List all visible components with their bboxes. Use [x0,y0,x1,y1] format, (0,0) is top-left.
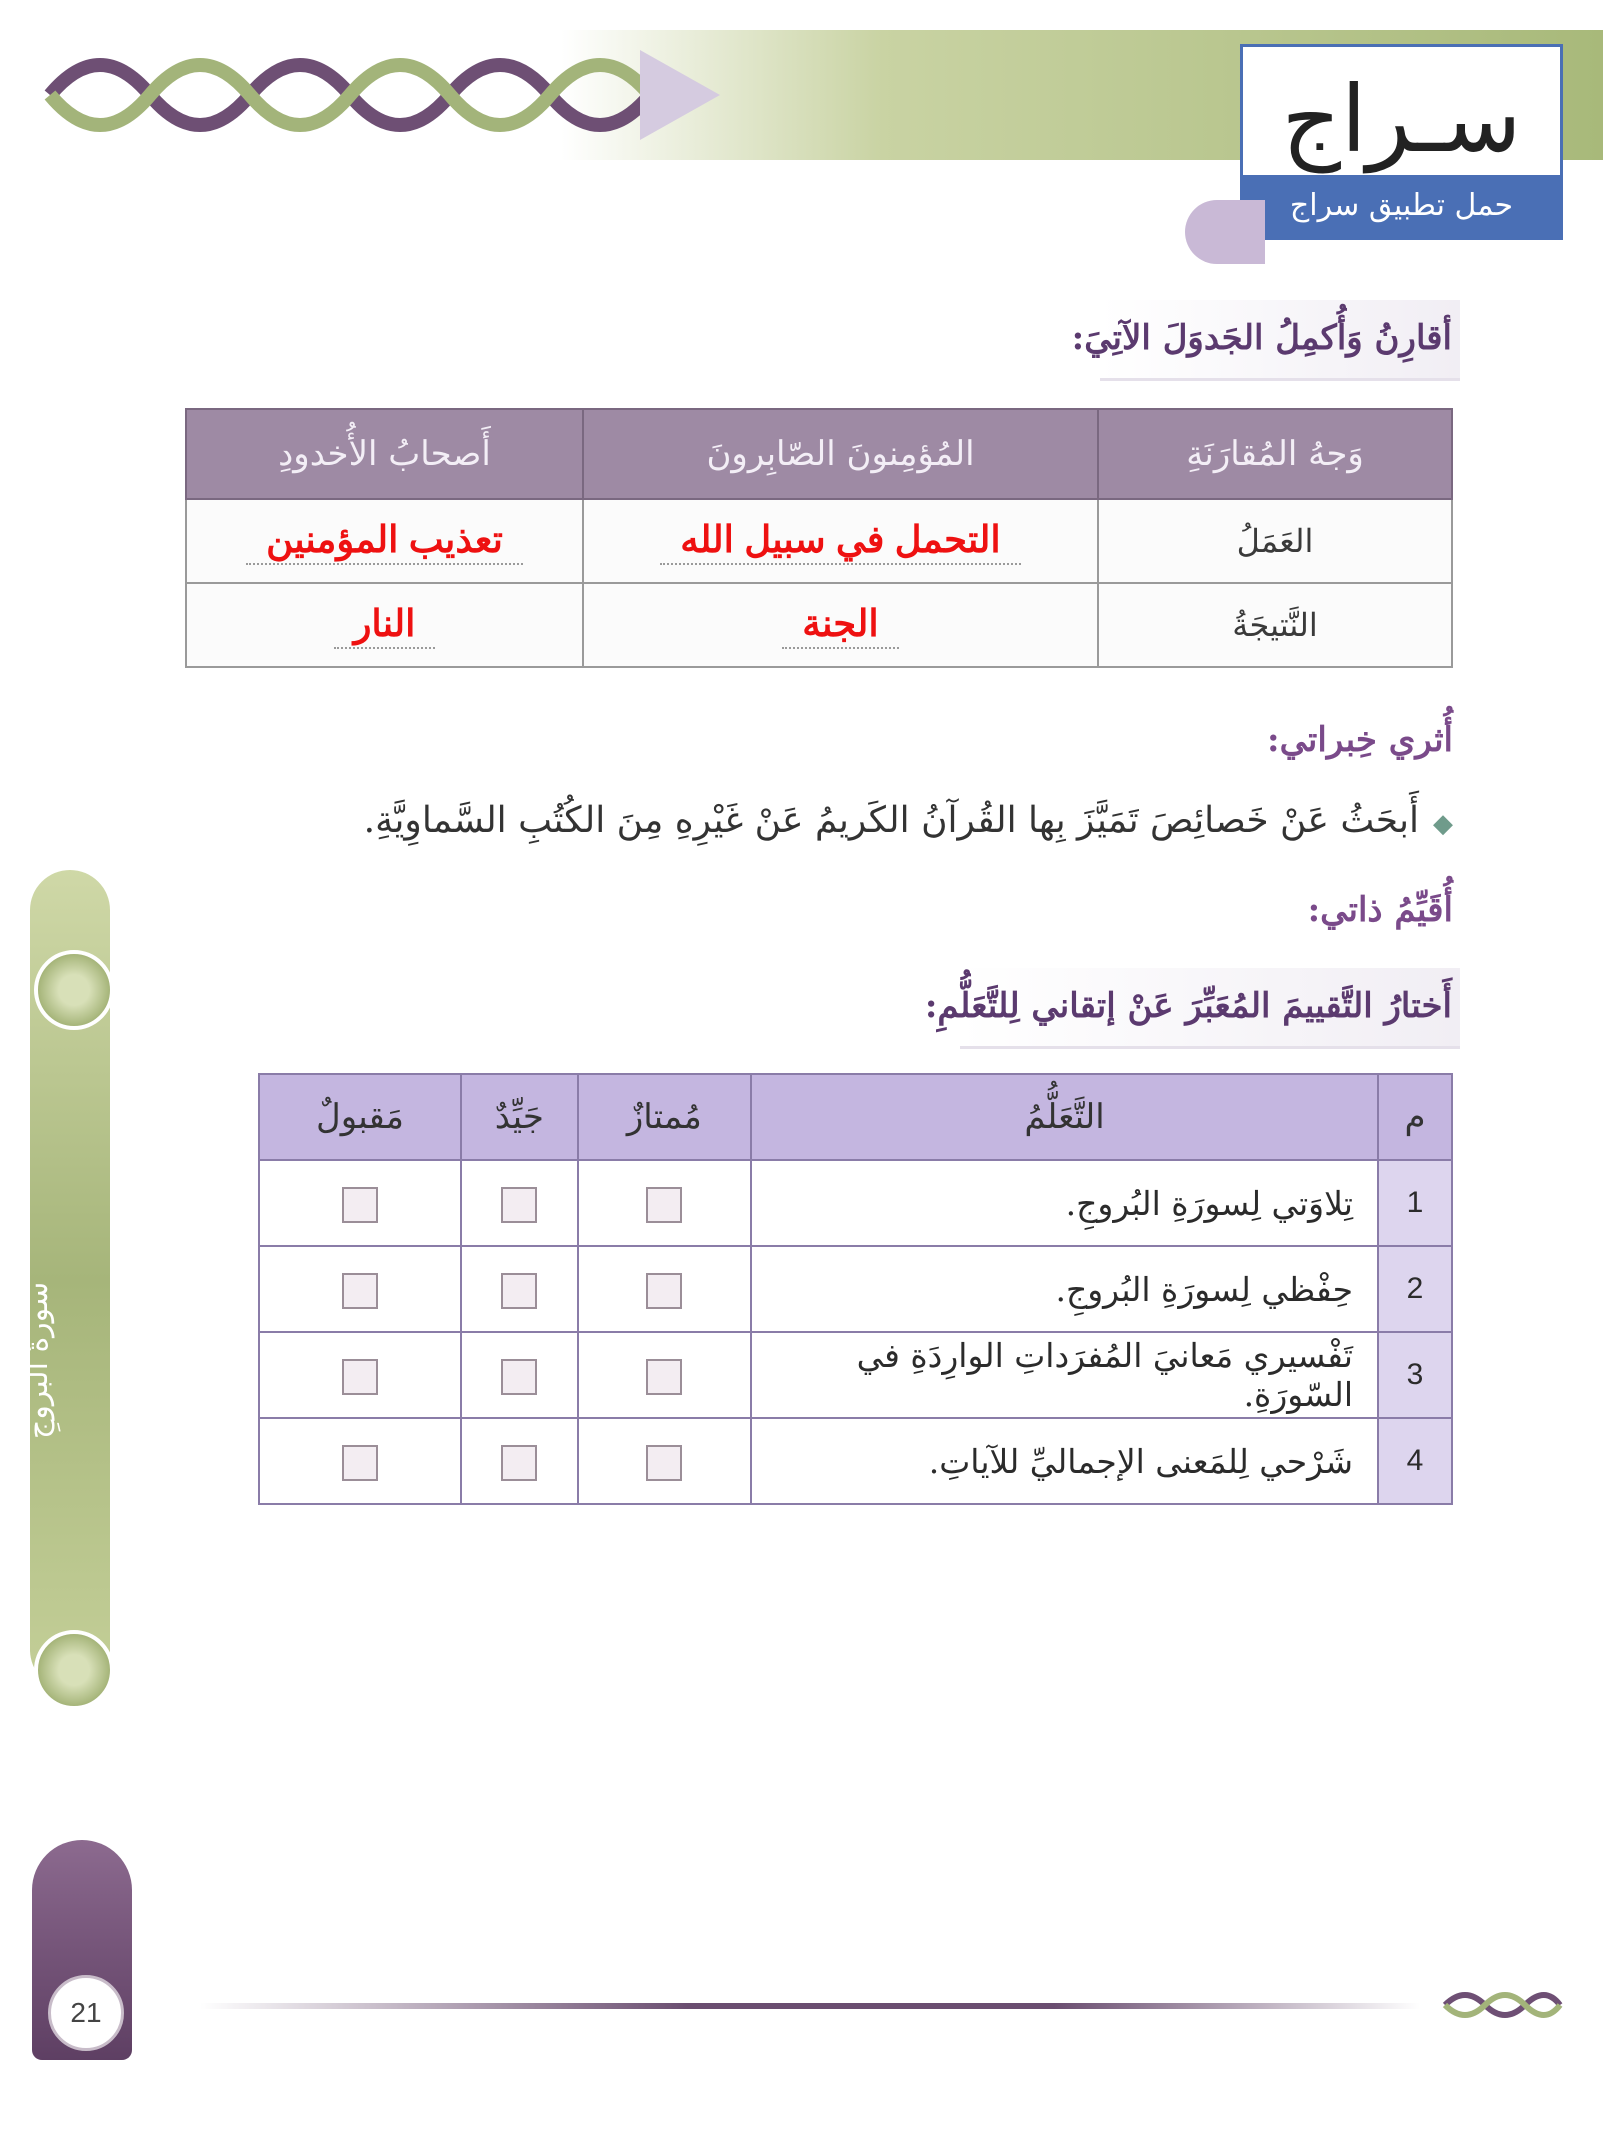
rating-header-row [259,1074,1452,1160]
row-learning-text: تَفْسيري مَعانيَ المُفرَداتِ الوارِدَةِ في السّورَةِ. [751,1332,1378,1418]
ornament-medallion-icon [34,950,114,1030]
header-excellent: مُمتازٌ [578,1074,751,1160]
answer-cell[interactable] [583,499,1098,583]
table-row [259,1246,1452,1332]
row-learning-text: حِفْظي لِسورَةِ البُروجِ. [751,1246,1378,1332]
compare-heading: أقارِنُ وَأُكمِلُ الجَدوَلَ الآتِيَ: [1071,318,1452,358]
excellent-checkbox[interactable] [646,1445,682,1481]
answer-cell[interactable] [186,499,583,583]
section-tag-badge [1185,200,1265,264]
row-number: 2 [1378,1246,1452,1332]
row-number: 1 [1378,1160,1452,1246]
rating-table [258,1073,1453,1505]
rating-heading-box [924,968,1460,1049]
answer-cell[interactable] [186,583,583,667]
answer-cell[interactable] [583,583,1098,667]
excellent-checkbox[interactable] [646,1359,682,1395]
rating-heading: أَختارُ التَّقييمَ المُعَبِّرَ عَنْ إتقاني لِلتَّعَلُّمِ: [924,986,1452,1026]
acceptable-checkbox[interactable] [342,1273,378,1309]
excellent-checkbox[interactable] [646,1187,682,1223]
row-learning-text: تِلاوَتي لِسورَةِ البُروجِ. [751,1160,1378,1246]
comparison-row [186,499,1452,583]
good-checkbox[interactable] [501,1359,537,1395]
header-good: جَيِّدٌ [461,1074,578,1160]
good-checkbox[interactable] [501,1187,537,1223]
comparison-row [186,583,1452,667]
chain-ornament-icon [40,30,720,160]
answer-trench-action: تعذيب المؤمنين [246,517,523,565]
diamond-bullet-icon: ◆ [1433,809,1453,839]
answer-believers-action: التحمل في سبيل الله [660,517,1020,565]
row-number: 4 [1378,1418,1452,1504]
table-row [259,1332,1452,1418]
header-trench-people: أَصحابُ الأُخدودِ [186,409,583,499]
experience-item-text: أَبحَثُ عَنْ خَصائِصَ تَمَيَّزَ بِها القُرآنُ الكَريمُ عَنْ غَيْرِهِ مِنَ الكُتُبِ السَّماوِيَّةِ. [363,800,1419,841]
comparison-header-row [186,409,1452,499]
row-learning-text: شَرْحي لِلمَعنى الإجماليِّ للآياتِ. [751,1418,1378,1504]
header-aspect: وَجهُ المُقارَنَةِ [1098,409,1452,499]
self-eval-heading: أُقَيِّمُ ذاتي: [1307,890,1453,930]
acceptable-checkbox[interactable] [342,1359,378,1395]
serag-logo[interactable] [1240,44,1563,240]
small-chain-ornament-icon [1440,1985,1565,2025]
excellent-checkbox[interactable] [646,1273,682,1309]
logo-subtitle: حمل تطبيق سراج [1243,175,1560,237]
header-acceptable: مَقبولٌ [259,1074,461,1160]
header-believers: المُؤمِنونَ الصّابِرونَ [583,409,1098,499]
bottom-divider [200,2003,1420,2009]
experience-heading: أُثري خِبراتي: [1267,720,1453,760]
table-row [259,1418,1452,1504]
table-row [259,1160,1452,1246]
acceptable-checkbox[interactable] [342,1187,378,1223]
row-number: 3 [1378,1332,1452,1418]
acceptable-checkbox[interactable] [342,1445,378,1481]
good-checkbox[interactable] [501,1273,537,1309]
answer-believers-result: الجنة [782,601,898,649]
row-aspect-result: النَّتيجَةُ [1098,583,1452,667]
logo-title: سـراج [1281,66,1522,173]
header-number: م [1378,1074,1452,1160]
side-surah-title: سورةُ البروجِ [20,1281,55,1439]
ornament-medallion-icon [34,1630,114,1710]
good-checkbox[interactable] [501,1445,537,1481]
page-number: 21 [48,1975,124,2051]
answer-trench-result: النار [334,601,436,649]
row-aspect-action: العَمَلُ [1098,499,1452,583]
compare-heading-box [1071,300,1460,381]
experience-item [153,800,1453,841]
comparison-table [185,408,1453,668]
header-learning: التَّعَلُّمُ [751,1074,1378,1160]
